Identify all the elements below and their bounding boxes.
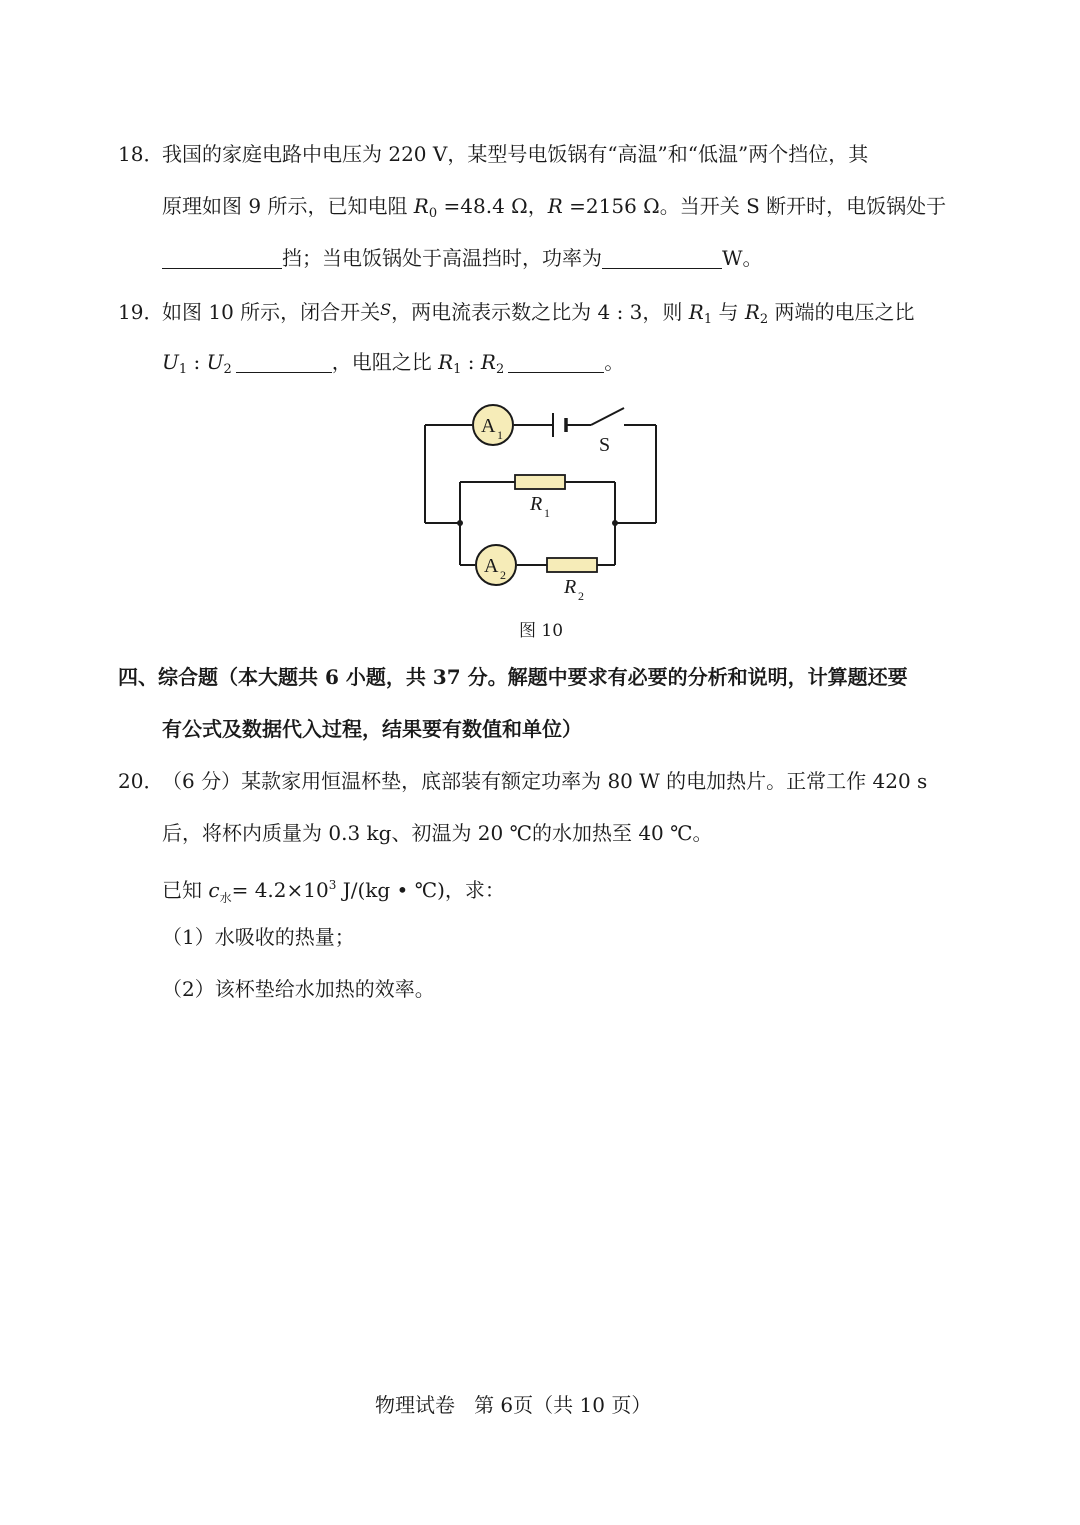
figure10-caption: 图 10 <box>519 621 564 641</box>
section4-heading-line1: 四、综合题（本大题共 6 小题，共 37 分。解题中要求有必要的分析和说明，计算题还要 <box>118 665 908 689</box>
r-symbol: R <box>688 300 704 324</box>
q18-text-line2c: =2156 Ω。当开关 S 断开时，电饭锅处于 <box>562 194 947 218</box>
ammeter-a2-label-letter: A <box>484 555 499 577</box>
q20-text-line1: （6 分）某款家用恒温杯垫，底部装有额定功率为 80 W 的电加热片。正常工作 420 s <box>162 769 928 793</box>
given-value: = 4.2×10 <box>231 878 329 902</box>
q18-text-line2b: =48.4 Ω， <box>437 194 548 218</box>
q19-number: 19． <box>118 300 164 324</box>
r1-label-letter: R <box>530 493 543 515</box>
switch-label: S <box>599 434 611 456</box>
ammeter-a1-label-letter: A <box>481 415 496 437</box>
q18-line2 <box>162 192 946 228</box>
r-symbol: R <box>744 300 760 324</box>
q18-text-line1: 我国的家庭电路中电压为 220 V，某型号电饭锅有“高温”和“低温”两个挡位，其 <box>162 142 869 166</box>
junction-left <box>457 520 463 526</box>
q20-line2: 后，将杯内质量为 0.3 kg、初温为 20 ℃的水加热至 40 ℃。 <box>162 821 713 845</box>
page-footer: 物理试卷 第 6页（共 10 页） <box>375 1393 652 1417</box>
water-subscript: 水 <box>219 891 232 905</box>
q20-sub1: （1）水吸收的热量； <box>162 925 355 949</box>
q19-answer-blank-2[interactable] <box>508 352 604 373</box>
q20-line1 <box>118 767 927 795</box>
resistor-r1 <box>515 475 565 489</box>
ratio-separator: : <box>461 350 481 374</box>
subscript-2: 2 <box>223 362 232 377</box>
given-prefix: 已知 <box>162 878 209 902</box>
u-symbol: U <box>206 350 224 374</box>
q19-text-line1c: 与 <box>712 300 745 324</box>
q19-answer-blank-1[interactable] <box>236 352 332 373</box>
r0-subscript: 0 <box>428 206 438 221</box>
ammeter-a2-label-sub: 2 <box>500 568 506 582</box>
q19-text-line2-mid: ，电阻之比 <box>331 350 439 374</box>
r1-label-sub: 1 <box>544 506 550 520</box>
q19-text-line1d: 两端的电压之比 <box>768 300 915 324</box>
r2-label-letter: R <box>564 576 577 598</box>
subscript-1: 1 <box>453 362 462 377</box>
q18-line3 <box>162 244 763 272</box>
resistor-r2 <box>547 558 597 572</box>
q20-given <box>162 871 505 912</box>
subscript-1: 1 <box>703 312 713 327</box>
given-exponent: 3 <box>328 878 337 892</box>
q18-answer-blank-1[interactable] <box>162 248 282 269</box>
given-unit: J/(kg • ℃)，求： <box>336 878 505 902</box>
subscript-2: 2 <box>759 312 769 327</box>
ammeter-a1-label-sub: 1 <box>497 428 503 442</box>
q18-line1 <box>118 140 868 168</box>
subscript-1: 1 <box>178 362 188 377</box>
q19-line2 <box>162 348 624 384</box>
q19-text-line1a: 如图 10 所示，闭合开关 <box>162 300 381 324</box>
section4-heading-line2: 有公式及数据代入过程，结果要有数值和单位） <box>162 717 582 741</box>
q19-text-line1b: ，两电流表示数之比为 4 : 3，则 <box>391 300 689 324</box>
q18-text-line3a: 挡；当电饭锅处于高温挡时，功率为 <box>282 246 602 270</box>
switch-blade <box>591 408 624 425</box>
q19-line1 <box>118 296 915 334</box>
subscript-2: 2 <box>495 362 505 377</box>
q20-sub2: （2）该杯垫给水加热的效率。 <box>162 977 435 1001</box>
circuit-diagram <box>415 400 670 610</box>
junction-right <box>612 520 618 526</box>
q18-number: 18． <box>118 142 164 166</box>
ratio-separator: : <box>187 350 207 374</box>
q18-text-line3b: W。 <box>722 246 763 270</box>
u-symbol: U <box>162 350 179 374</box>
r-symbol: R <box>480 350 496 374</box>
r-symbol: R <box>438 350 454 374</box>
q18-text-line2a: 原理如图 9 所示，已知电阻 <box>162 194 414 218</box>
q19-text-line2-end: 。 <box>604 350 625 374</box>
r-symbol: R <box>547 194 563 218</box>
q20-number: 20． <box>118 769 164 793</box>
r2-label-sub: 2 <box>578 589 584 603</box>
r0-symbol: R <box>413 194 429 218</box>
q18-answer-blank-2[interactable] <box>602 248 722 269</box>
c-symbol: c <box>208 878 220 902</box>
switch-symbol: S <box>380 300 392 319</box>
